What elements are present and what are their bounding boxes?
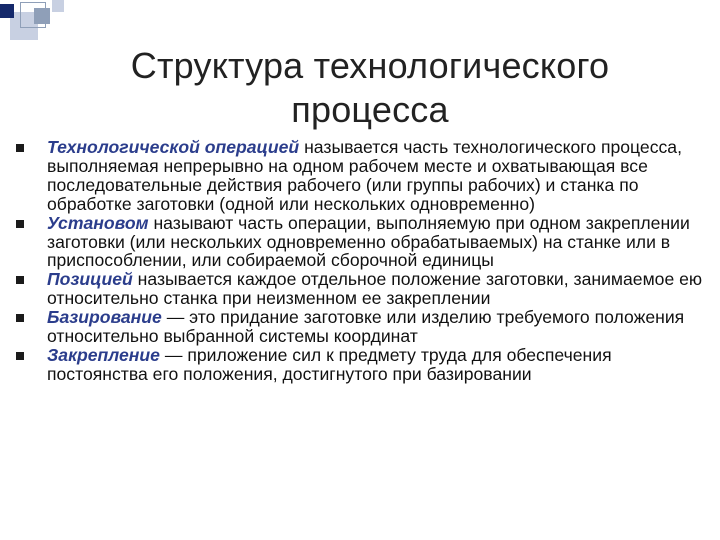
term-label: Позицией bbox=[47, 269, 133, 290]
definition-text: называется каждое отдельное положение заготовки, занимаемое ею относительно станка при неизменном ее закреплении bbox=[47, 269, 703, 309]
slide-title: Структура технологического процесса bbox=[130, 45, 610, 130]
list-item bbox=[16, 138, 706, 214]
list-item bbox=[16, 214, 706, 271]
term-label: Базирование bbox=[47, 307, 162, 328]
definition-text: называется часть технологического процесса, выполняемая непрерывно на одном рабочем месте и охватывающая все последовательные действия рабочего (или группы рабочих) и станка по обработке заготовки (одной или нескольких одновременно) bbox=[47, 137, 682, 214]
corner-square-grey bbox=[34, 8, 50, 24]
term-label: Закрепление bbox=[47, 344, 160, 365]
list-item bbox=[16, 270, 706, 308]
definition-text: — приложение сил к предмету труда для обеспечения постоянства его положения, достигнутого при базировании bbox=[47, 344, 612, 384]
definition-text: называют часть операции, выполняемую при одном закреплении заготовки (или нескольких одновременно обрабатываемых) на станке или в приспособлении, или собираемой сборочной единицы bbox=[47, 212, 690, 271]
list-item bbox=[16, 346, 706, 384]
bullet-square-icon bbox=[16, 352, 24, 360]
term-label: Установом bbox=[47, 212, 149, 233]
corner-square-small-grey bbox=[52, 0, 64, 12]
bullet-square-icon bbox=[16, 144, 24, 152]
corner-square-dark bbox=[0, 4, 14, 18]
bullet-list bbox=[16, 138, 706, 384]
bullet-square-icon bbox=[16, 314, 24, 322]
bullet-square-icon bbox=[16, 220, 24, 228]
list-item bbox=[16, 308, 706, 346]
definition-text: — это придание заготовке или изделию требуемого положения относительно выбранной системы координат bbox=[47, 307, 685, 347]
term-label: Технологической операцией bbox=[47, 137, 300, 157]
bullet-square-icon bbox=[16, 276, 24, 284]
